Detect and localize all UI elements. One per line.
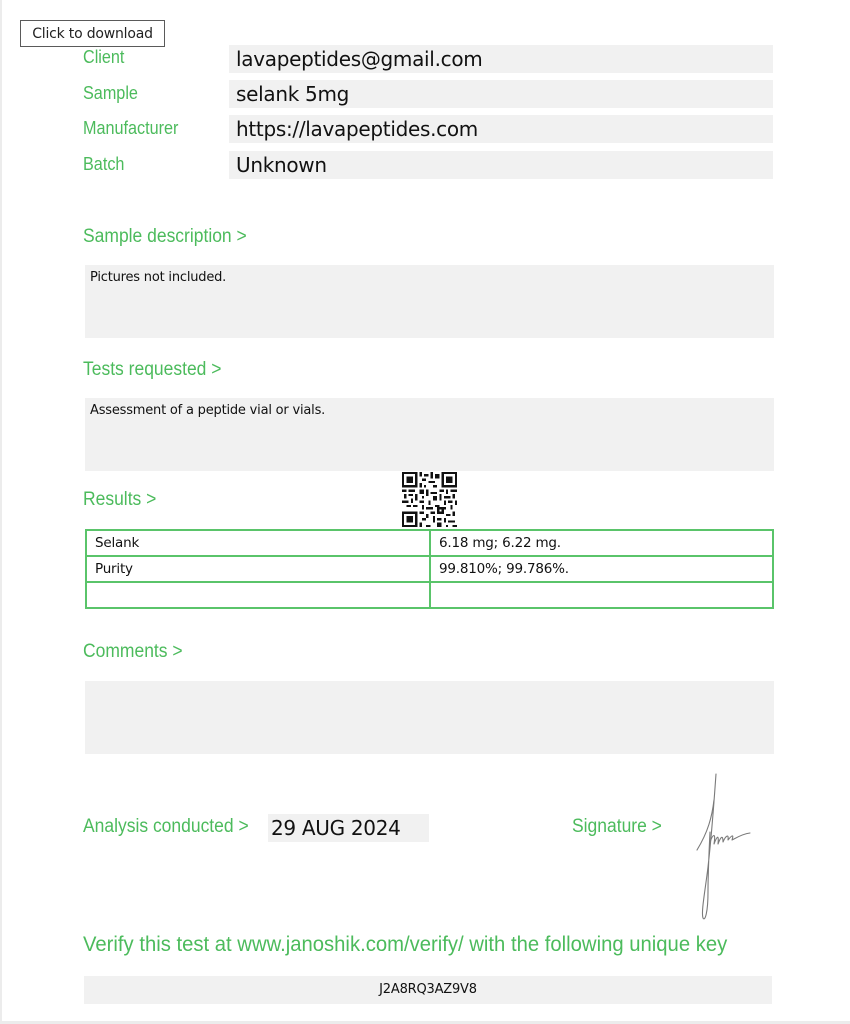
result-name-cell: Selank — [86, 530, 430, 556]
comments-title: Comments > — [83, 641, 183, 662]
table-row — [86, 530, 773, 556]
result-value-cell — [430, 582, 773, 608]
result-value-cell: 99.810%; 99.786%. — [430, 556, 773, 582]
batch-field: Unknown — [229, 151, 773, 179]
sample-field: selank 5mg — [229, 80, 773, 108]
client-field: lavapeptides@gmail.com — [229, 45, 773, 73]
unique-key-field: J2A8RQ3AZ9V8 — [84, 976, 772, 1004]
result-name-cell: Purity — [86, 556, 430, 582]
verify-instructions: Verify this test at www.janoshik.com/verify/ with the following unique key — [83, 933, 728, 956]
manufacturer-field: https://lavapeptides.com — [229, 115, 773, 143]
manufacturer-label: Manufacturer — [83, 118, 179, 138]
sample-label: Sample — [83, 83, 138, 103]
tests-requested-box: Assessment of a peptide vial or vials. — [85, 398, 774, 471]
signature-label: Signature > — [572, 816, 662, 837]
client-label: Client — [83, 47, 125, 67]
table-row — [86, 556, 773, 582]
signature-image — [686, 772, 752, 922]
results-table — [85, 529, 774, 609]
sample-description-box: Pictures not included. — [85, 265, 774, 338]
analysis-date-field: 29 AUG 2024 — [268, 814, 429, 842]
batch-label: Batch — [83, 154, 125, 174]
sample-description-title: Sample description > — [83, 226, 247, 247]
download-button[interactable]: Click to download — [20, 20, 165, 47]
results-title: Results > — [83, 489, 157, 510]
table-row — [86, 582, 773, 608]
analysis-conducted-label: Analysis conducted > — [83, 816, 249, 837]
result-value-cell: 6.18 mg; 6.22 mg. — [430, 530, 773, 556]
tests-requested-title: Tests requested > — [83, 359, 222, 380]
comments-box — [85, 681, 774, 754]
qr-code-icon — [402, 472, 457, 527]
result-name-cell — [86, 582, 430, 608]
